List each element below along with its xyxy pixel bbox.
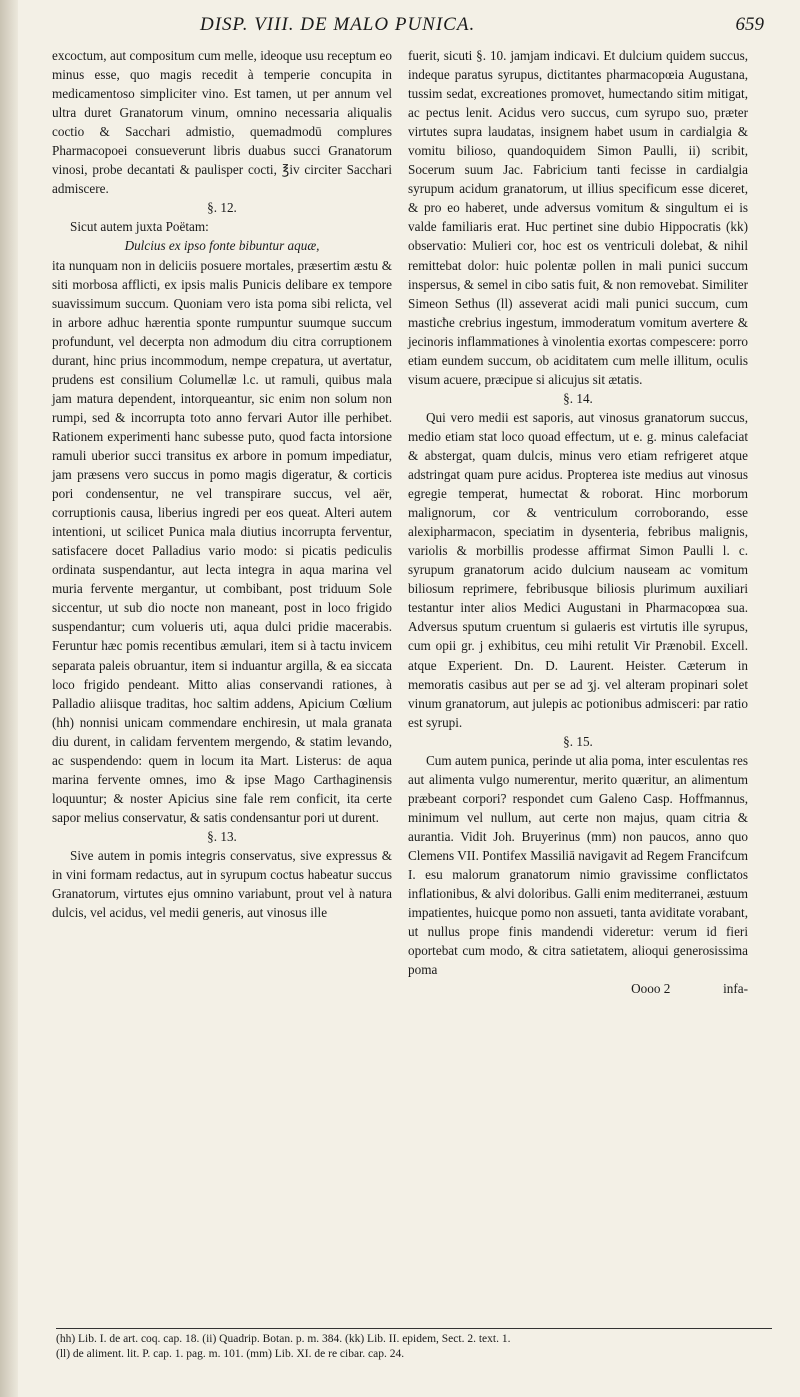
section-number: §. 15.: [563, 733, 593, 749]
page-number: 659: [735, 14, 764, 35]
paragraph: Qui vero medii est saporis, aut vinosus granatorum succus, medio etiam stat loco quoad effectum, ut e. g. minus calefaciat & abstergat, quam dulcis, minus vero etiam refrigeret atque adstringat quam pure acidus. Propterea iste medius aut vinosus egregie temperat, humectat & roborat. Hinc morborum malignorum, cor & ventriculum corroborando, esse alexipharmacon, speciatim in dysenteria, febribus malignis, variolis & morbillis prodesse affirmat Simon Paulli l. c. syrupum granatorum acido dulcium nauseam ac vomitum biliosum reprimere, febribusque biliosis plurimum auxiliari testantur inter alios Medici Augustani in Pharmacopœa sua. Adversus sputum cruentum si gulaeris est virtutis ille syrupus, cum opii gr. j exhibitus, ceu mihi retulit Vir Prænobil. Excell. atque Experient. Dn. D. Laurent. Heister. Cæterum in memoratis casibus aut per se ad ʒj. vel alteram propinari solet vinum granatorum, aut julepis ac potionibus admisceri: par ratio est syrupi.: [408, 409, 748, 730]
section-number: §. 12.: [207, 200, 237, 216]
page-header: [60, 14, 772, 42]
verse-quote: Dulcius ex ipso fonte bibuntur aquæ,: [124, 238, 320, 254]
page-binding-edge: [0, 0, 18, 1397]
paragraph: Sicut autem juxta Poëtam:: [70, 219, 209, 235]
section-number: §. 14.: [563, 390, 593, 406]
paragraph: Cum autem punica, perinde ut alia poma, inter esculentas res aut alimenta vulgo numerentur, merito quæritur, an alimentum præbeant corpori? respondet cum Galeno Casp. Hoffmannus, minimum vel nullum, aut certe non majus, quam citria & aurantia. Vidit Joh. Bruyerinus (mm) non paucos, anno quo Clemens VII. Pontifex Massiliā navigavit ad Regem Francifcum I. esu malorum granatorum nimio gravissime conflictatos inflationibus, & alvi doloribus. Galli enim mediterranei, æstuum impatientes, huicque pomo non assueti, tanta aviditate vorabant, ut nullus prope finis mandendi videretur: verum id fieri oportebat cum modo, & citra satietatem, alioqui generosissima poma: [408, 752, 748, 978]
right-column: [408, 46, 748, 998]
signature-mark: Oooo 2 infa-: [631, 981, 748, 997]
left-column: [52, 46, 392, 922]
footnote-line: (hh) Lib. I. de art. coq. cap. 18. (ii) Quadrip. Botan. p. m. 384. (kk) Lib. II. epidem, Sect. 2. text. 1.: [56, 1333, 511, 1345]
footnotes: [56, 1328, 772, 1362]
paragraph: excoctum, aut compositum cum melle, ideoque usu receptum eo minus esse, quo magis recedit à temperie concupita in medicamentoso simpliciter vino. Est tamen, ut per annum vel ultra duret Granatorum vinum, omnino necessaria aliqualis coctio & Sacchari admistio, quemadmodū complures Pharmacopoei consueverunt libris duabus succi Granatorum vinosi, probe decantati & paulisper cocti, ℥iv circiter Sacchari admiscere.: [52, 48, 392, 197]
paragraph: Sive autem in pomis integris conservatus, sive expressus & in vini formam redactus, aut in syrupum coctus habeatur succus Granatorum, virtutes ejus omnino variabunt, prout vel à natura dulcis, vel acidus, vel medii generis, aut vinosus ille: [52, 847, 392, 921]
running-head: DISP. VIII. DE MALO PUNICA.: [200, 14, 476, 35]
section-number: §. 13.: [207, 828, 237, 844]
paragraph: fuerit, sicuti §. 10. jamjam indicavi. Et dulcium quidem succus, indeque paratus syrupus, dictitantes pharmacopœia Augustana, tussim sedat, excreationes promovet, humectando sitim mitigat, ac pectus lenit. Acidus vero succus, cum syrupo suo, præter virtutes supra laudatas, insignem habet usum in cardialgia & vomitu bilioso, quandoquidem Simon Paulli, ii) scribit, Socerum suum Jac. Fabricium tanti fecisse in cardialgia syrupum acidum granatorum, ut illius specificum esse diceret, & pro eo haberet, unde adversus vomitum & singultum ei is valde familiaris erat. Huc pertinet sine dubio Hippocratis (kk) observatio: Mulieri cor, hoc est os ventriculi dolebat, & nihil remittebat dolor: huic polentæ pollen in mali punici succum inspersus, & semel in cibo satis fuit, & non removebat. Similiter Simeon Sethus (ll) asseverat acidi mali punici succum, cum masticħe crebrius ingestum, immoderatum vomitum avertere & jecinoris inflammationes à vinolentia exortas compescere: porro etiam eundem succum, ob aciditatem cum melle illitum, oculis visum acuere, præcipue si alicujus sit ætatis.: [408, 48, 748, 387]
footnote-line: (ll) de aliment. lit. P. cap. 1. pag. m. 101. (mm) Lib. XI. de re cibar. cap. 24.: [56, 1348, 405, 1360]
paragraph: ita nunquam non in deliciis posuere mortales, præsertim æstu & siti morbosa afflicti, ex ipsis malis Punicis delibare ex tempore suavissimum succum. Quoniam vero ista poma sibi relicta, vel in arbore adhuc hærentia sponte rumpuntur suumque succum profundunt, vel decerpta non admodum diu citra corruptionem durant, hinc prius incommodum, nempe crepatura, ut avertatur, prudens est consilium Columellæ l.c. ut ramuli, quibus mala jam matura dependent, intorqueantur, sic enim non solum non rumpi, sed & incorrupta toto anno fervari Autor ille perhibet. Rationem experimenti hanc subesse puto, quod facta intorsione ramuli uberior succi transitus ex arbore in pomum impediatur, jam præsens vero succus in pomo magis digeratur, & corticis pori condensentur, ne vel transpirare succus, vel aër, corruptionis causa, liberius ingredi per eos queat. Alteri autem intentioni, ut scilicet Punica mala diutius incorrupta ferventur, satisfacere docet Palladius vario modo: si picatis pediculis ordinata suspendantur, aut lecta integra in aqua marina vel muria fervente mergantur, ut combibant, post triduum Sole siccentur, ut sub dio nocte non maneant, post in loco frigido suspendantur; cum volueris uti, aqua dulci pridie macerabis. Feruntur hæc pomis recentibus æmulari, item si à tactu invicem separata paleis obruantur, item si induantur argilla, & ea siccata loco frigido pendeant. Mitto alias conservandi rationes, à Palladio aliisque traditas, hoc saltim addens, Apicium Cœlium (hh) nonnisi unicam commendare enchiresin, ut mala granata diu durent, in calidam ferventem mergendo, & statim levando, ac suspendendo: quem in locum ita Mart. Listerus: de aqua marina fervente omnes, imo & ipse Mago Carthaginensis loquuntur; & noster Apicius sine fale rem conficit, ita certe sapor melius conservatur, & satis condensantur pori ut durent.: [52, 257, 392, 825]
